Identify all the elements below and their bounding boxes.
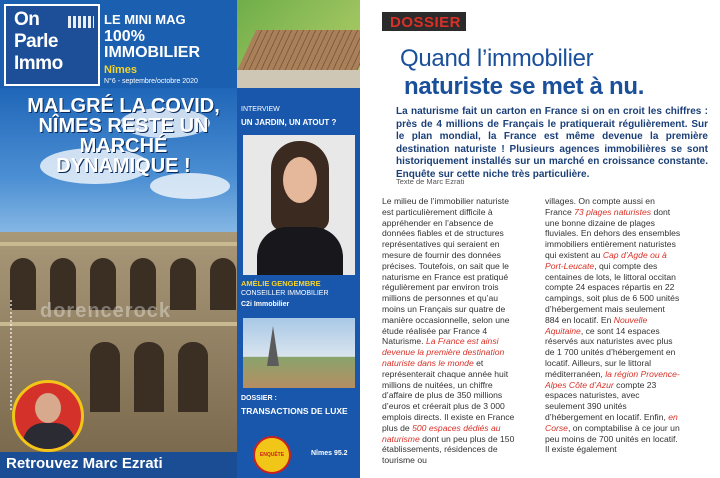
article-title-line2: naturiste se met à nu. bbox=[404, 73, 645, 100]
arena-arch bbox=[170, 258, 196, 310]
eiffel-tower-icon bbox=[267, 326, 279, 366]
badge-icon: ENQUÊTE bbox=[253, 436, 291, 474]
body-text: , qui compte des centaines de lots, le littoral occitan compte 24 espaces répartis en 22 campings, soit plus de 6 500 unités d’hébergement mais seulement 884 en locatif. En bbox=[545, 260, 680, 325]
bottom-banner-text: Retrouvez Marc Ezrati bbox=[6, 455, 163, 472]
photo-body bbox=[257, 227, 343, 275]
interviewee-role: CONSEILLER IMMOBILIER bbox=[241, 290, 329, 297]
column-1-paragraph bbox=[382, 196, 518, 466]
logo-dots-icon bbox=[68, 16, 94, 28]
interview-title: UN JARDIN, UN ATOUT ? bbox=[241, 118, 337, 127]
logo-text-parle: Parle bbox=[14, 31, 58, 52]
interview-label: INTERVIEW bbox=[241, 106, 280, 113]
immobilier-percent: 100% bbox=[104, 28, 145, 45]
body-text: , on comptabilise à ce jour un peu moins de 700 unités en locatif. Il existe également bbox=[545, 422, 680, 455]
magazine-cover bbox=[0, 0, 237, 478]
price-label: Nîmes 95.2 bbox=[311, 450, 348, 457]
watermark: dorencerock bbox=[40, 300, 172, 322]
stone-path bbox=[237, 70, 360, 88]
immobilier-title bbox=[104, 29, 200, 61]
dossier-title: TRANSACTIONS DE LUXE bbox=[241, 406, 348, 416]
highlight-text: La France est ainsi devenue la première destination naturiste dans le monde bbox=[382, 336, 505, 368]
cover-headline: MALGRÉ LA COVID, NÎMES RESTE UN MARCHÉ DYNAMIQUE ! bbox=[27, 95, 220, 177]
logo-text-immo: Immo bbox=[14, 53, 63, 74]
body-text: compte 23 espaces naturistes, avec seulement 390 unités d’hébergement en locatif. Enfin, bbox=[545, 379, 669, 422]
immobilier-word: IMMOBILIER bbox=[104, 44, 200, 61]
dotted-divider bbox=[10, 300, 16, 410]
article-column-2 bbox=[545, 196, 681, 455]
highlight-text: Cap d’Agde ou à Port-Leucate bbox=[545, 249, 667, 271]
mini-mag-label: LE MINI MAG bbox=[104, 12, 186, 27]
interviewee-photo bbox=[243, 135, 355, 275]
body-text: dont une bonne dizaine de plages fluviales. En dehors des ensembles immobiliers entièrement naturistes qui existent au bbox=[545, 206, 681, 260]
paris-photo bbox=[243, 318, 355, 388]
dossier-label: DOSSIER : bbox=[241, 395, 277, 402]
portrait-head bbox=[35, 393, 61, 423]
arena-arch bbox=[90, 342, 120, 412]
body-text: , ce sont 14 espaces réservés aux naturistes avec plus de 1 700 unités d’hébergement en locatif. Ailleurs, sur le littoral méditerranéen, bbox=[545, 325, 676, 379]
article-column-1 bbox=[382, 196, 518, 466]
garden-photo bbox=[237, 0, 360, 88]
highlight-text: 73 plages naturistes bbox=[574, 206, 652, 217]
highlight-text: Nouvelle Aquitaine bbox=[545, 314, 648, 336]
body-text: villages. On compte aussi en France bbox=[545, 196, 655, 217]
article-byline: Texte de Marc Ezrati bbox=[396, 177, 465, 186]
article-page bbox=[360, 0, 720, 478]
interviewee-company: C2i Immobilier bbox=[241, 301, 290, 308]
city-name: Nîmes bbox=[104, 64, 138, 76]
portrait-body bbox=[23, 423, 75, 452]
highlight-text: en Corse bbox=[545, 411, 678, 433]
article-title-line1: Quand l’immobilier bbox=[400, 45, 594, 72]
body-text: et représenterait chaque année huit millions de nuitées, un chiffre d’affaire de plus de 350 millions d’euros et créerait plus de 3 000 emplois directs. Il existe en France plus de bbox=[382, 357, 515, 433]
article-lead: La naturisme fait un carton en France si on en croit les chiffres : près de 4 millions de Français le pratiquerait régulièrement. Sur le plan mondial, la France est même devenue la première destination naturiste ! Plusieurs agences immobilières se sont historiquement installés sur un marché en croissance constante. Enquête sur cette niche très particulière. bbox=[396, 106, 708, 180]
arena-ledge bbox=[0, 242, 237, 246]
interviewee-name: AMÉLIE GENGEMBRE bbox=[241, 279, 321, 288]
cover-sidebar bbox=[237, 0, 360, 478]
logo-text-on: On bbox=[14, 9, 40, 30]
dossier-tag: DOSSIER bbox=[390, 14, 462, 31]
arena-arch bbox=[210, 258, 236, 310]
author-portrait bbox=[12, 380, 84, 452]
arena-arch bbox=[134, 342, 164, 412]
highlight-text: la région Provence-Alpes Côte d’Azur bbox=[545, 368, 680, 390]
column-2-paragraph bbox=[545, 196, 681, 455]
logo bbox=[4, 4, 100, 86]
arena-arch bbox=[178, 342, 208, 412]
body-text: dont un peu plus de 150 établissements, résidences de tourisme ou bbox=[382, 433, 515, 466]
issue-number: N°6 - septembre/octobre 2020 bbox=[104, 78, 198, 85]
highlight-text: 500 espaces dédiés au naturisme bbox=[382, 422, 501, 444]
photo-face bbox=[283, 157, 317, 203]
body-text: Le milieu de l’immobilier naturiste est particulièrement difficile à appréhender en l’absence de données fiables et de structures représentatives qui seraient en mesure de fournir des données précises. Toutefois, on sait que le naturisme en France est pratiqué régulièrement par environ trois millions de personnes et qu’au moins un Français sur quatre de manière occasionnelle, selon une étude réalisée par France 4 Naturisme. bbox=[382, 196, 510, 347]
